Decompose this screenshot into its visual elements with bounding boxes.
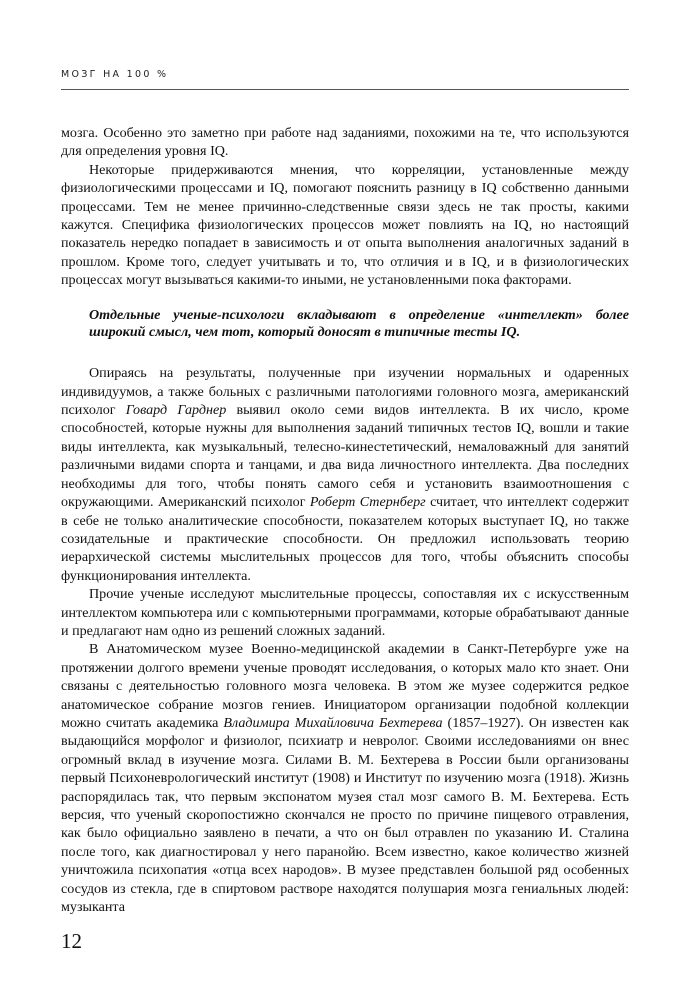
paragraph-text: считает, что интеллект содержит в себе не только аналитические способности, показателем которых выступает IQ, но также созидательные и практические способности. Он предложил использовать теорию иерархической системы мыслительных процессов для того, чтобы объяснить способы функционирования интеллекта. [61, 494, 629, 584]
person-name-sternberg: Роберт Стернберг [309, 494, 426, 511]
person-name-bekhterev: Владимира Михайловича Бехтерева [223, 714, 443, 731]
paragraph-continuation: мозга. Особенно это заметно при работе над заданиями, похожими на те, что используются для определения уровня IQ. [61, 125, 629, 160]
paragraph-text: Опираясь на результаты, полученные при изучении нормальных и одаренных индивидуумов, а также больных с различными патологиями головного мозга, американский психолог [61, 365, 629, 419]
paragraph-text: В Анатомическом музее Военно-медицинской академии в Санкт-Петербурге уже на протяжении долгого времени ученые проводят исследования, о которых мало кто знает. Они связаны с деятельностью головного мозга человека. В этом же музее содержится редкое анатомическое собрание мозгов гениев. Инициатором организации подобной коллекции можно считать академика [61, 641, 629, 731]
page-body [61, 124, 629, 916]
highlight-callout: Отдельные ученые-психологи вкладывают в определение «интеллект» более широкий смысл, чем тот, который доносят в типичные тесты IQ. [89, 306, 629, 341]
paragraph-correlation: Некоторые придерживаются мнения, что корреляции, установленные между физиологическими процессами и IQ, помогают пояснить разницу в IQ собственно данными процессами. Тем не менее причинно-следственные связи здесь не так просты, какими кажутся. Специфика физиологических процессов может повлиять на IQ, но настоящий показатель нередко попадает в зависимость и от опыта выполнения аналогичных заданий в прошлом. Кроме того, следует учитывать и то, что отличия и в IQ, и в физиологических процессах могут вызываться какими-то иными, не установленными пока факторами. [61, 161, 629, 289]
page-number: 12 [61, 929, 82, 953]
running-header: МОЗГ НА 100 % [61, 69, 169, 80]
paragraph-ai: Прочие ученые исследуют мыслительные процессы, сопоставляя их с искусственным интеллектом компьютера или с компьютерными программами, которые обрабатывают данные и предлагают нам одно из решений сложных заданий. [61, 586, 629, 639]
paragraph-text: выявил около семи видов интеллекта. В их число, кроме способностей, которые нужны для выполнения заданий типичных тестов IQ, вошли и такие виды интеллекта, как музыкальный, телесно-кинестетический, немаловажный для занятий различными видами спорта и танцами, и два вида личностного интеллекта. Два последних необходимы для того, чтобы понять самого себя и установить взаимоотношения с окружающими. Американский психолог [61, 402, 629, 511]
person-name-gardner: Говард Гарднер [125, 402, 227, 419]
paragraph-gardner-sternberg [61, 364, 629, 585]
header-divider [61, 89, 629, 90]
paragraph-text: (1857–1927). Он известен как выдающийся морфолог и физиолог, психиатр и невролог. Своими исследованиями он внес огромный вклад в изучение мозга. Силами В. М. Бехтерева в России были организованы первый Психоневрологический институт (1908) и Институт по изучению мозга (1918). Жизнь распорядилась так, что первым экспонатом музея стал мозг самого В. М. Бехтерева. Есть версия, что ученый скоропостижно скончался не просто по причине пищевого отравления, как было официально заявлено в печати, а что он был отравлен по указанию И. Сталина после того, как диагностировал у него паранойю. Всем известно, какое количество жизней уничтожила психопатия «отца всех народов». В музее представлен большой ряд особенных сосудов из стекла, где в спиртовом растворе находятся полушария мозга гениальных людей: музыканта [61, 714, 629, 916]
paragraph-museum [61, 640, 629, 916]
